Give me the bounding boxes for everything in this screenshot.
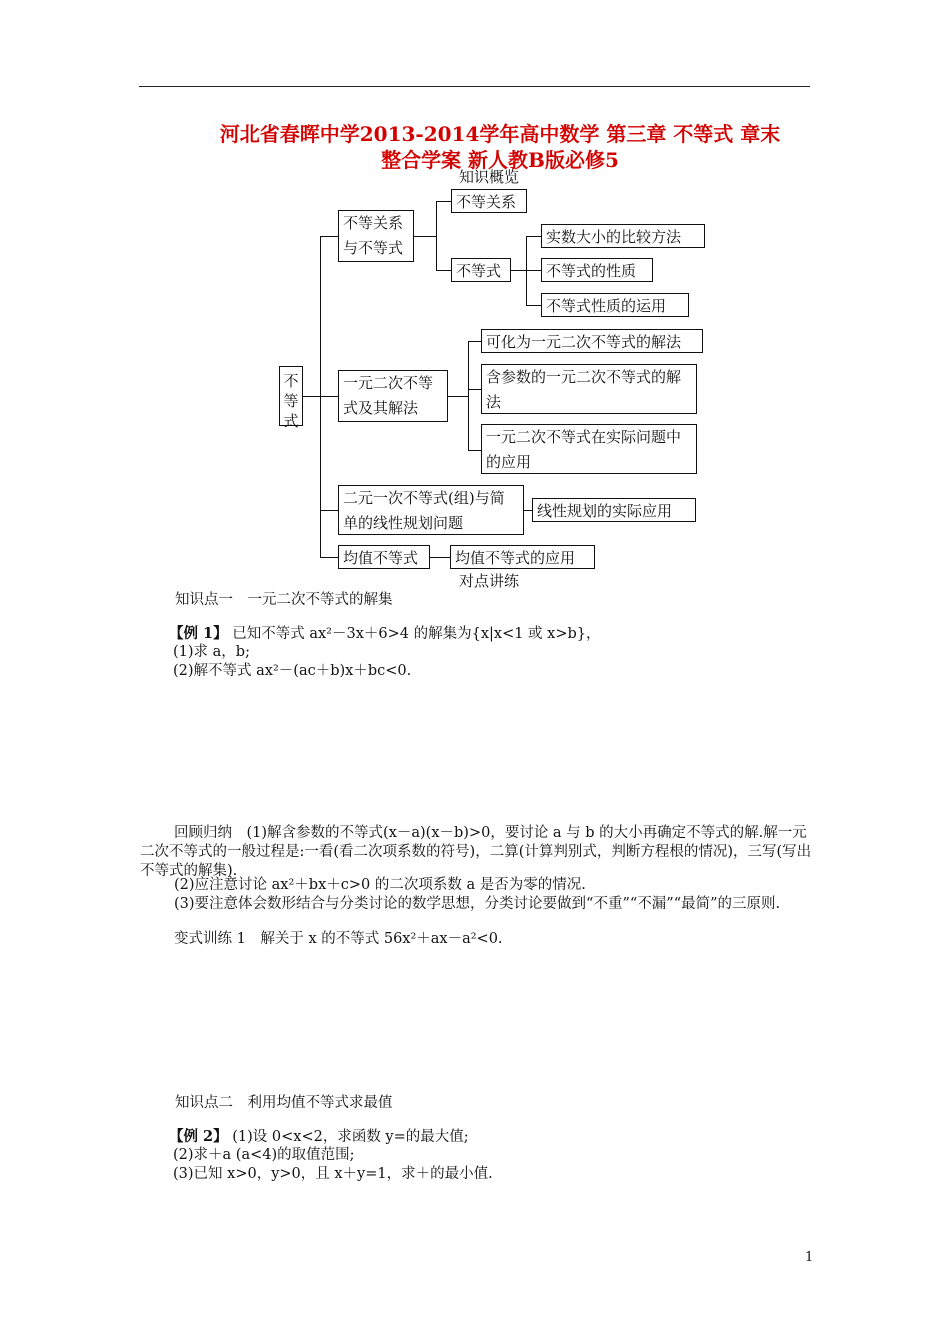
connector — [511, 270, 526, 271]
connector — [320, 236, 338, 237]
root-node — [279, 366, 303, 430]
node-properties-use — [541, 293, 689, 317]
node-inequality-relation — [451, 189, 527, 213]
review-paragraph1: 回顾归纳 (1)解含参数的不等式(x－a)(x－b)>0，要讨论 a 与 b 的大小再确定不等式的解.解一元二次不等式的一般过程是:一看(看二次项系数的符号)，二算(计算判别式，判断方程根的情况)，三写(写出不等式的解集). — [140, 825, 812, 879]
root-node-label: 不等式 — [283, 372, 299, 430]
connector — [468, 341, 481, 342]
branch-linear-programming — [338, 485, 524, 535]
review-paragraph3: (3)要注意体会数形结合与分类讨论的数学思想，分类讨论要做到“不重”“不漏”“最简”的三原则. — [174, 896, 781, 912]
header-rule — [139, 86, 810, 87]
connector — [436, 201, 451, 202]
branch-inequality-relation — [338, 210, 414, 262]
connector — [320, 396, 338, 397]
example1-text: 已知不等式 ax²－3x＋6>4 的解集为{x|x<1 或 x>b}， — [232, 626, 601, 642]
example2-q3: (3)已知 x>0，y>0，且 x＋y=1，求＋的最小值. — [173, 1166, 493, 1182]
connector — [414, 236, 436, 237]
point2-title: 知识点二 利用均值不等式求最值 — [175, 1095, 393, 1111]
node-inequality — [451, 258, 511, 282]
example2-q2: (2)求＋a (a<4)的取值范围; — [173, 1147, 355, 1163]
connector — [468, 450, 481, 451]
doc-title-line1: 河北省春晖中学2013-2014学年高中数学 第三章 不等式 章末 — [219, 122, 781, 146]
point1-title: 知识点一 一元二次不等式的解集 — [175, 592, 393, 608]
example1-q2: (2)解不等式 ax²－(ac＋b)x＋bc<0. — [173, 663, 412, 679]
example2 — [169, 1127, 469, 1147]
node-mean-applications — [450, 545, 595, 569]
node-label: 含参数的一元二次不等式的解法 — [486, 368, 682, 411]
example1 — [169, 624, 601, 644]
page-number: 1 — [805, 1250, 814, 1265]
branch-quadratic — [338, 370, 448, 422]
node-parametric — [481, 364, 697, 414]
node-reducible-methods — [481, 329, 703, 353]
branch-quadratic-label: 一元二次不等式及其解法 — [343, 374, 434, 417]
node-label: 不等式的性质 — [546, 262, 637, 280]
node-lp-applications — [532, 498, 696, 522]
connector — [526, 305, 541, 306]
node-label: 均值不等式的应用 — [455, 549, 576, 567]
connector — [303, 396, 320, 397]
branch-mean-inequality-label: 均值不等式 — [343, 549, 419, 567]
variant1: 变式训练 1 解关于 x 的不等式 56x²＋ax－a²<0. — [174, 931, 503, 947]
example1-q1: (1)求 a，b; — [173, 644, 250, 660]
branch-inequality-relation-label: 不等关系与不等式 — [343, 214, 404, 257]
connector — [448, 396, 468, 397]
connector — [320, 510, 338, 511]
node-compare-method — [541, 224, 705, 248]
node-properties — [541, 258, 653, 282]
overview-heading: 知识概览 — [459, 168, 520, 186]
practice-heading: 对点讲练 — [459, 572, 520, 590]
connector — [526, 270, 541, 271]
node-label: 线性规划的实际应用 — [537, 502, 673, 520]
node-label: 一元二次不等式在实际问题中的应用 — [486, 428, 682, 471]
node-label: 实数大小的比较方法 — [546, 228, 682, 246]
node-applications — [481, 424, 697, 474]
connector — [436, 201, 437, 270]
node-label: 可化为一元二次不等式的解法 — [486, 333, 682, 351]
connector — [430, 557, 450, 558]
example2-tag: 【例 2】 — [169, 1128, 228, 1145]
example2-q1: (1)设 0<x<2，求函数 y=的最大值; — [232, 1129, 469, 1145]
connector — [524, 510, 532, 511]
connector — [320, 557, 338, 558]
node-label: 不等式 — [456, 262, 502, 280]
branch-mean-inequality — [338, 545, 430, 569]
connector — [436, 270, 451, 271]
review-paragraph2: (2)应注意讨论 ax²＋bx＋c>0 的二次项系数 a 是否为零的情况. — [174, 877, 586, 893]
connector — [526, 236, 541, 237]
connector — [468, 341, 469, 450]
node-label: 不等关系 — [456, 193, 517, 211]
node-label: 不等式性质的运用 — [546, 297, 667, 315]
example1-tag: 【例 1】 — [169, 625, 228, 642]
connector — [468, 389, 481, 390]
doc-title-line2: 整合学案 新人教B版必修5 — [381, 148, 619, 172]
branch-linear-programming-label: 二元一次不等式(组)与简单的线性规划问题 — [343, 489, 505, 532]
